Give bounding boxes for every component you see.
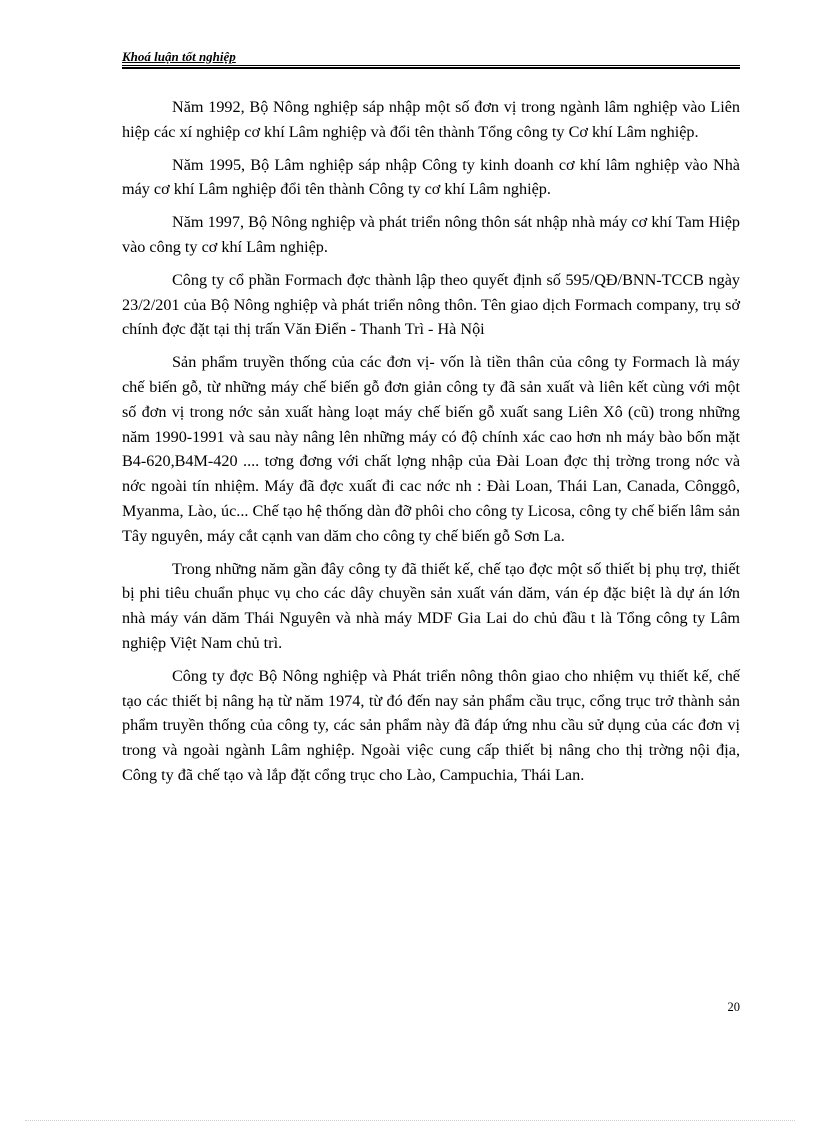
- paragraph: Công ty cổ phần Formach đợc thành lập theo quyết định số 595/QĐ/BNN-TCCB ngày 23/2/201 của Bộ Nông nghiệp và phát triển nông thôn. Tên giao dịch Formach company, trụ sở chính đợc đặt tại thị trấn Văn Điển - Thanh Trì - Hà Nội: [122, 270, 740, 339]
- header-title: Khoá luận tốt nghiệp: [122, 49, 236, 64]
- paragraph: Công ty đợc Bộ Nông nghiệp và Phát triển nông thôn giao cho nhiệm vụ thiết kế, chế tạo các thiết bị nâng hạ từ năm 1974, từ đó đến nay sản phẩm cầu trục, cổng trục trở thành sản phẩm truyền thống của công ty, các sản phẩm này đã đáp ứng nhu cầu sử dụng của các đơn vị trong và ngoài ngành Lâm nghiệp. Ngoài việc cung cấp thiết bị nâng cho thị trờng nội địa, Công ty đã chế tạo và lắp đặt cổng trục cho Lào, Campuchia, Thái Lan.: [122, 666, 740, 784]
- body-text: [122, 95, 740, 796]
- paragraph: Năm 1992, Bộ Nông nghiệp sáp nhập một số đơn vị trong ngành lâm nghiệp vào Liên hiệp các xí nghiệp cơ khí Lâm nghiệp và đổi tên thành Tổng công ty Cơ khí Lâm nghiệp.: [122, 98, 740, 141]
- footer-divider: [25, 1120, 795, 1121]
- header-rule: [122, 65, 740, 69]
- paragraph: Sản phẩm truyền thống của các đơn vị- vốn là tiền thân của công ty Formach là máy chế biến gỗ, từ những máy chế biến gỗ đơn giản công ty đã sản xuất và liên kết cùng với một số đơn vị trong nớc sản xuất hàng loạt máy chế biến gỗ xuất sang Liên Xô (cũ) trong những năm 1990-1991 và sau này nâng lên những máy có độ chính xác cao hơn nh máy bào bốn mặt B4-620,B4M-420 .... tơng đơng với chất lợng nhập của Đài Loan đợc thị trờng trong nớc và nớc ngoài tín nhiệm. Máy đã đợc xuất đi cac nớc nh : Đài Loan, Thái Lan, Canada, Cônggô, Myanma, Lào, úc... Chế tạo hệ thống dàn đỡ phôi cho công ty Licosa, công ty chế biến lâm sản Tây nguyên, máy cắt cạnh van dăm cho công ty chế biến gỗ Sơn La.: [122, 353, 740, 545]
- paragraph: Năm 1995, Bộ Lâm nghiệp sáp nhập Công ty kinh doanh cơ khí lâm nghiệp vào Nhà máy cơ khí Lâm nghiệp đổi tên thành Công ty cơ khí Lâm nghiệp.: [122, 155, 740, 199]
- paragraph: Trong những năm gần đây công ty đã thiết kế, chế tạo đợc một số thiết bị phụ trợ, thiết bị phi tiêu chuẩn phục vụ cho các dây chuyền sản xuất ván dăm, ván ép đặc biệt là dự án lớn nhà máy ván dăm Thái Nguyên và nhà máy MDF Gia Lai do chủ đầu t là Tổng công ty Lâm nghiệp Việt Nam chủ trì.: [122, 559, 740, 652]
- paragraph: Năm 1997, Bộ Nông nghiệp và phát triển nông thôn sát nhập nhà máy cơ khí Tam Hiệp vào công ty cơ khí Lâm nghiệp.: [122, 213, 740, 256]
- page-header: [122, 48, 740, 66]
- page-number: 20: [727, 1000, 740, 1014]
